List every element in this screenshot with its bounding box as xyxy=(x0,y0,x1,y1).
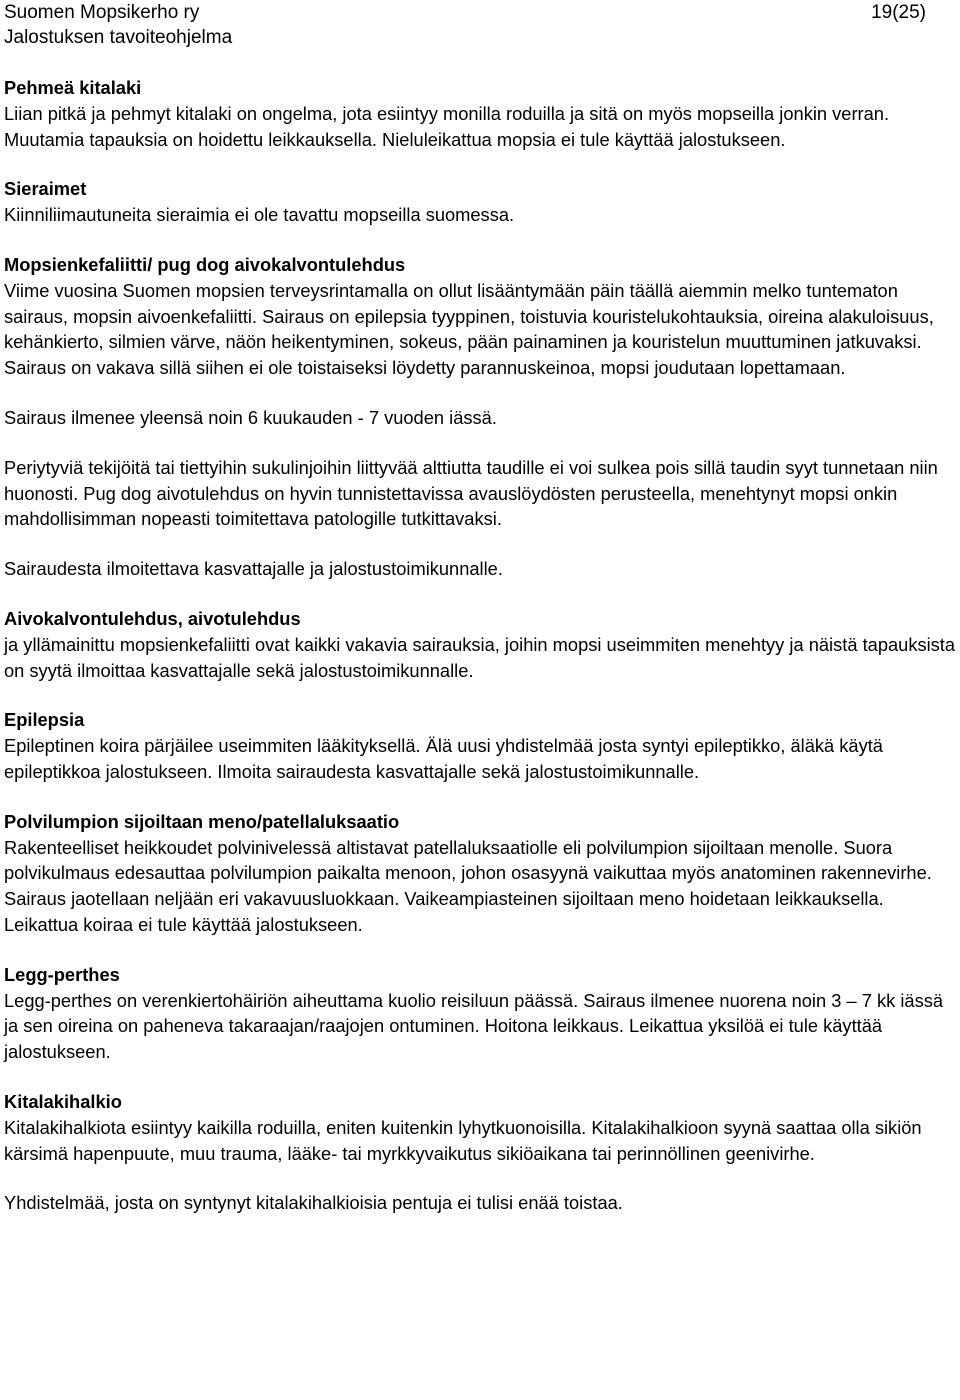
section-paragraph: Kitalakihalkiota esiintyy kaikilla roduilla, eniten kuitenkin lyhytkuonoisilla. Kitalakihalkioon syynä saattaa olla sikiön kärsimä hapenpuute, muu trauma, lääke- tai myrkkyvaikutus sikiöaikana tai perinnöllinen geenivirhe. xyxy=(4,1116,922,1164)
section-pug-encephalitis xyxy=(4,252,958,582)
section-nostrils xyxy=(4,176,958,228)
section-paragraph: Legg-perthes on verenkiertohäiriön aiheuttama kuolio reisiluun päässä. Sairaus ilmenee nuorena noin 3 – 7 kk iässä ja sen oireina on paheneva takaraajan/raajojen ontuminen. Hoitona leikkaus. Leikattua yksilöä ei tule käyttää jalostukseen. xyxy=(4,989,944,1063)
section-heading: Sieraimet xyxy=(4,178,87,200)
document-title: Jalostuksen tavoiteohjelma xyxy=(4,27,233,48)
section-paragraph: Rakenteelliset heikkoudet polvinivelessä altistavat patellaluksaatiolle eli polvilumpion sijoiltaan menolle. Suora polvikulmaus edesauttaa polvilumpion paikalta menoon, johon osasyynä vaikuttaa myös anatominen rakennevirhe. Sairaus jaotellaan neljään eri vakavuusluokkaan. Vaikeampiasteinen sijoiltaan meno hoidetaan leikkauksella. Leikattua koiraa ei tule käyttää jalostukseen. xyxy=(4,836,932,935)
section-heading: Kitalakihalkio xyxy=(4,1090,122,1112)
section-patellar-luxation xyxy=(4,809,958,938)
section-paragraph: Periytyviä tekijöitä tai tiettyihin sukulinjoihin liittyvää alttiutta taudille ei voi sulkea pois sillä taudin syyt tunnetaan niin huonosti. Pug dog aivotulehdus on hyvin tunnistettavissa avauslöydösten perusteella, menehtynyt mopsi onkin mahdollisimman nopeasti toimitettava patologille tutkittavaksi. xyxy=(4,456,938,530)
section-heading: Pehmeä kitalaki xyxy=(4,77,142,98)
section-heading: Aivokalvontulehdus, aivotulehdus xyxy=(4,607,301,629)
section-meningitis xyxy=(4,606,958,683)
section-heading: Legg-perthes xyxy=(4,963,120,985)
section-paragraph: Epileptinen koira pärjäilee useimmiten lääkityksellä. Älä uusi yhdistelmää josta syntyi epileptikko, äläkä käytä epileptikkoa jalostukseen. Ilmoita sairaudesta kasvattajalle sekä jalostustoimikunnalle. xyxy=(4,735,883,782)
page-number: 19(25) xyxy=(871,2,926,23)
section-heading: Mopsienkefaliitti/ pug dog aivokalvontulehdus xyxy=(4,253,406,275)
section-paragraph: Yhdistelmää, josta on syntynyt kitalakihalkioisia pentuja ei tulisi enää toistaa. xyxy=(4,1192,623,1214)
section-paragraph: Sairaus ilmenee yleensä noin 6 kuukauden - 7 vuoden iässä. xyxy=(4,406,497,428)
organization-name: Suomen Mopsikerho ry xyxy=(4,2,200,23)
section-paragraph: ja yllämainittu mopsienkefaliitti ovat kaikki vakavia sairauksia, joihin mopsi useimmiten menehtyy ja näistä tapauksista on syytä ilmoittaa kasvattajalle sekä jalostustoimikunnalle. xyxy=(4,633,956,681)
page-header xyxy=(4,0,958,50)
section-heading: Polvilumpion sijoiltaan meno/patellaluksaatio xyxy=(4,810,400,832)
section-paragraph: Sairaudesta ilmoitettava kasvattajalle ja jalostustoimikunnalle. xyxy=(4,558,503,580)
section-legg-perthes xyxy=(4,962,958,1065)
section-paragraph: Liian pitkä ja pehmyt kitalaki on ongelma, jota esiintyy monilla roduilla ja sitä on myös mopseilla jonkin verran. Muutamia tapauksia on hoidettu leikkauksella. Nieluleikattua mopsia ei tule käyttää jalostukseen. xyxy=(4,102,890,150)
section-paragraph: Kiinniliimautuneita sieraimia ei ole tavattu mopseilla suomessa. xyxy=(4,204,515,226)
section-epilepsy xyxy=(4,707,958,784)
header-left xyxy=(4,0,958,50)
section-cleft-palate xyxy=(4,1089,958,1216)
document-page xyxy=(4,0,958,1216)
section-heading: Epilepsia xyxy=(4,709,85,731)
document-body xyxy=(4,75,958,1216)
section-paragraph: Viime vuosina Suomen mopsien terveysrintamalla on ollut lisääntymään päin täällä aiemmin melko tuntematon sairaus, mopsin aivoenkefaliitti. Sairaus on epilepsia tyyppinen, toistuvia kouristelukohtauksia, oireina alakuloisuus, kehänkierto, silmien värve, näön heikentyminen, sokeus, pään painaminen ja kouristelun muuttuminen jatkuvaksi. Sairaus on vakava sillä siihen ei ole toistaiseksi löydetty parannuskeinoa, mopsi joudutaan lopettamaan. xyxy=(4,279,934,379)
section-soft-palate xyxy=(4,75,958,152)
